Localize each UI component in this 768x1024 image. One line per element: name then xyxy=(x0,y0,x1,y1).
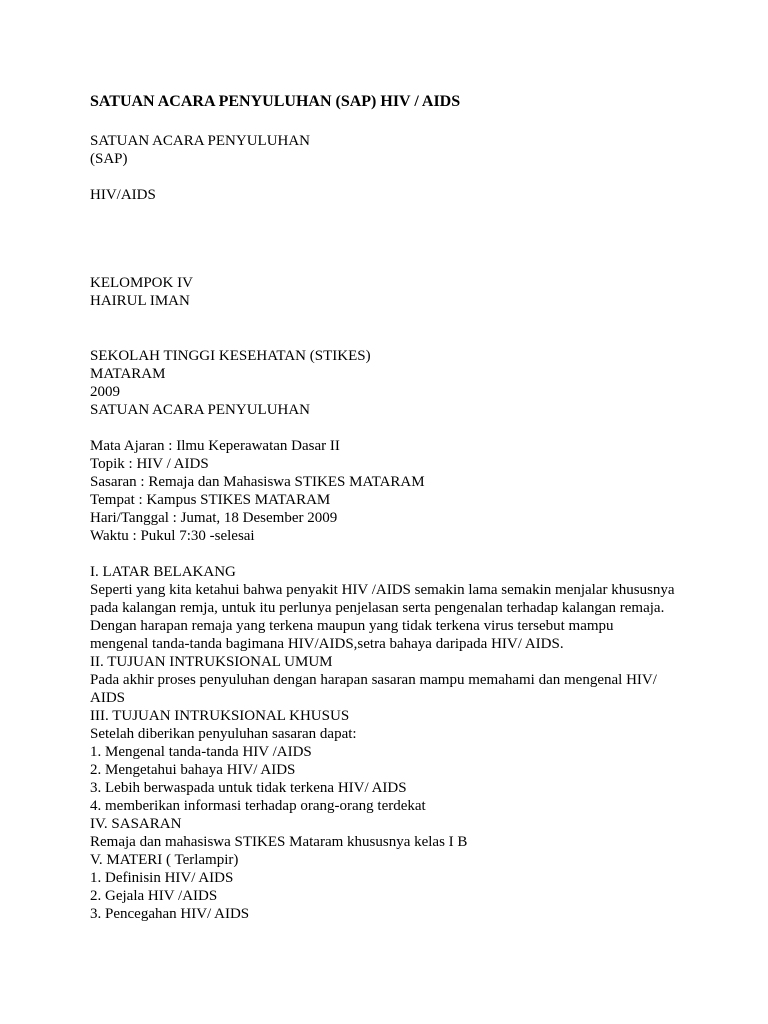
spacer xyxy=(90,204,690,274)
info-sasaran: Sasaran : Remaja dan Mahasiswa STIKES MATARAM xyxy=(90,474,425,490)
cover-heading: SATUAN ACARA PENYULUHAN xyxy=(90,402,311,418)
section-heading-sasaran: IV. SASARAN xyxy=(90,816,182,832)
info-topik: Topik : HIV / AIDS xyxy=(90,456,209,472)
spacer xyxy=(90,419,690,437)
spacer xyxy=(90,310,690,347)
tujuan-umum-line: Pada akhir proses penyuluhan dengan harapan sasaran mampu memahami dan mengenal HIV/ xyxy=(90,672,657,688)
section-heading-materi: V. MATERI ( Terlampir) xyxy=(90,852,239,868)
document-content xyxy=(90,92,690,923)
list-item: 3. Pencegahan HIV/ AIDS xyxy=(90,906,250,922)
section-heading-latar-belakang: I. LATAR BELAKANG xyxy=(90,564,236,580)
tujuan-umum-line: AIDS xyxy=(90,690,126,706)
list-item: 1. Definisin HIV/ AIDS xyxy=(90,870,234,886)
cover-author: HAIRUL IMAN xyxy=(90,293,190,309)
cover-line-2: (SAP) xyxy=(90,151,128,167)
section-heading-tujuan-umum: II. TUJUAN INTRUKSIONAL UMUM xyxy=(90,654,333,670)
sasaran-text: Remaja dan mahasiswa STIKES Mataram khususnya kelas I B xyxy=(90,834,468,850)
list-item: 1. Mengenal tanda-tanda HIV /AIDS xyxy=(90,744,312,760)
list-item: 3. Lebih berwaspada untuk tidak terkena HIV/ AIDS xyxy=(90,780,407,796)
document-title: SATUAN ACARA PENYULUHAN (SAP) HIV / AIDS xyxy=(90,93,461,110)
cover-city: MATARAM xyxy=(90,366,166,382)
info-waktu: Waktu : Pukul 7:30 -selesai xyxy=(90,528,255,544)
spacer xyxy=(90,168,690,186)
cover-group: KELOMPOK IV xyxy=(90,275,193,291)
list-item: 2. Gejala HIV /AIDS xyxy=(90,888,218,904)
spacer xyxy=(90,545,690,563)
tujuan-khusus-intro: Setelah diberikan penyuluhan sasaran dapat: xyxy=(90,726,357,742)
latar-belakang-line: pada kalangan remja, untuk itu perlunya penjelasan serta pengenalan terhadap kalangan remaja. xyxy=(90,600,665,616)
info-hari-tanggal: Hari/Tanggal : Jumat, 18 Desember 2009 xyxy=(90,510,338,526)
latar-belakang-line: Dengan harapan remaja yang terkena maupun yang tidak terkena virus tersebut mampu xyxy=(90,618,614,634)
latar-belakang-line: Seperti yang kita ketahui bahwa penyakit HIV /AIDS semakin lama semakin menjalar khususnya xyxy=(90,582,675,598)
cover-institution: SEKOLAH TINGGI KESEHATAN (STIKES) xyxy=(90,348,371,364)
section-heading-tujuan-khusus: III. TUJUAN INTRUKSIONAL KHUSUS xyxy=(90,708,350,724)
cover-year: 2009 xyxy=(90,384,120,400)
info-tempat: Tempat : Kampus STIKES MATARAM xyxy=(90,492,331,508)
spacer xyxy=(90,112,690,132)
info-mata-ajaran: Mata Ajaran : Ilmu Keperawatan Dasar II xyxy=(90,438,340,454)
cover-topic: HIV/AIDS xyxy=(90,187,156,203)
list-item: 4. memberikan informasi terhadap orang-orang terdekat xyxy=(90,798,426,814)
cover-line-1: SATUAN ACARA PENYULUHAN xyxy=(90,133,311,149)
list-item: 2. Mengetahui bahaya HIV/ AIDS xyxy=(90,762,296,778)
latar-belakang-line: mengenal tanda-tanda bagimana HIV/AIDS,setra bahaya daripada HIV/ AIDS. xyxy=(90,636,564,652)
